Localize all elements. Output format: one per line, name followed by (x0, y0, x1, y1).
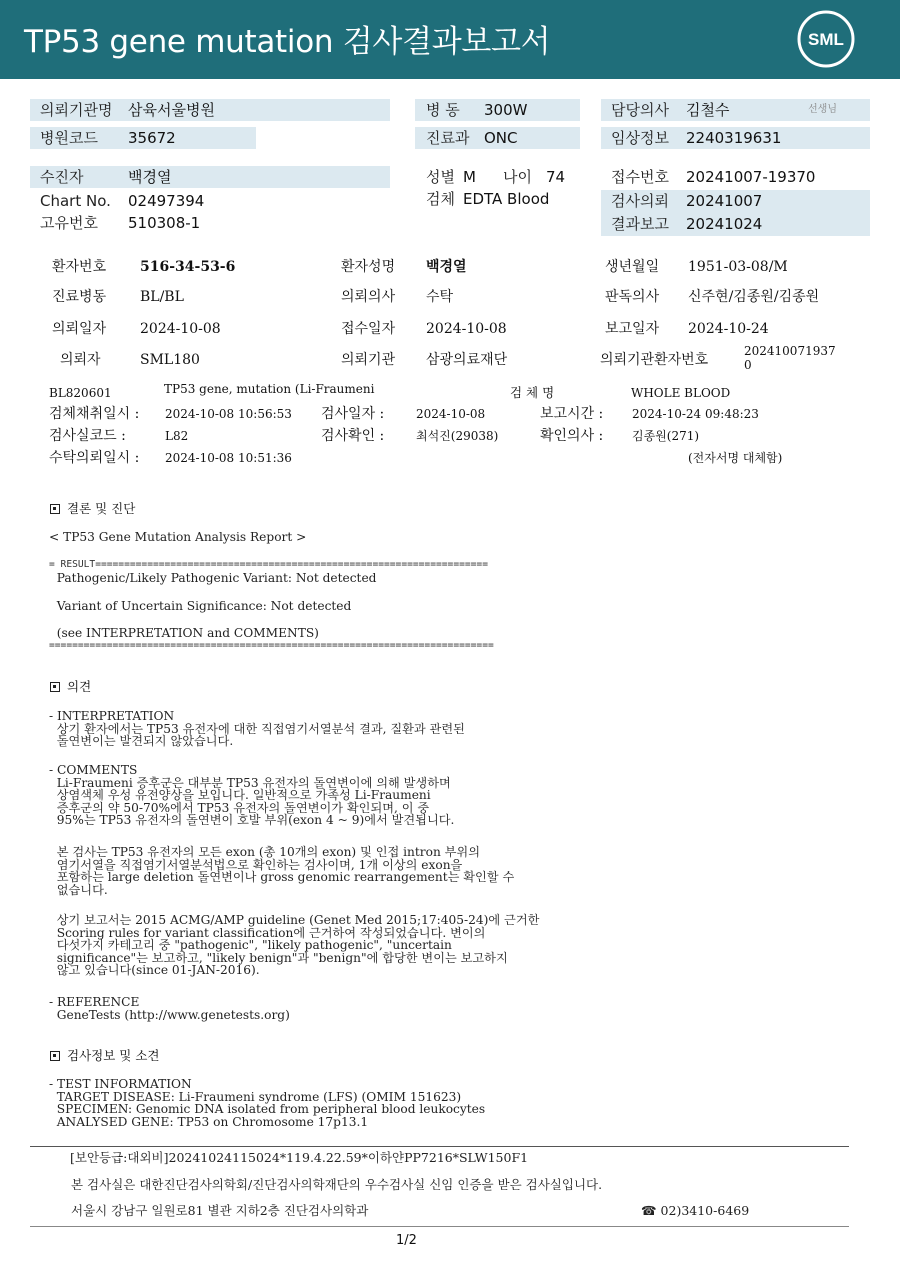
patient-box (30, 166, 390, 188)
report-header (0, 0, 900, 79)
collect-value: 2024-10-08 10:56:53 (165, 407, 292, 421)
comments-paragraph-2: 본 검사는 TP53 유전자의 모든 exon (총 10개의 exon) 및 인접 intron 부위의 염기서열을 직접염기서열분석법으로 확인하는 검사이며, 1개 이상의 exon을 포함하는 large deletion 돌연변이나 gross genomic rearrangement는 확인할 수 없습니다. (56, 845, 515, 897)
testinfo-heading (50, 1048, 159, 1064)
request-value: 20241007 (686, 192, 763, 210)
opinion-heading (50, 679, 91, 695)
dob-value: 1951-03-08/M (688, 259, 788, 275)
test-name: TP53 gene, mutation (Li-Fraumeni (164, 382, 375, 396)
clinical-label: 임상정보 (611, 129, 669, 147)
report-date-value: 20241024 (686, 215, 763, 233)
instpid-label: 의뢰기관환자번호 (600, 352, 709, 368)
age-value: 74 (546, 168, 566, 186)
reference-text: - REFERENCE GeneTests (http://www.genetests.org) (49, 995, 290, 1022)
collect-label: 검체채취일시 : (49, 406, 140, 422)
report-date-label: 결과보고 (611, 215, 669, 233)
repdate-value: 2024-10-24 (688, 321, 769, 337)
receipt-value: 20241007-19370 (686, 168, 816, 186)
pward-value: BL/BL (140, 289, 184, 305)
request-label: 검사의뢰 (611, 192, 669, 210)
doctor-value: 김철수 (686, 101, 730, 119)
patient-value: 백경열 (128, 168, 172, 186)
report-title: TP53 gene mutation 검사결과보고서 (24, 24, 551, 60)
uid-value: 510308-1 (128, 214, 201, 232)
security-line: [보안등급:대외비]20241024115024*119.4.22.59*이하얀PP7216*SLW150F1 (70, 1150, 529, 1165)
institution-value: 삼육서울병원 (128, 101, 215, 119)
pid-label: 환자번호 (52, 259, 107, 275)
reqdate-value: 2024-10-08 (140, 321, 221, 337)
refinst-label: 의뢰기관 (341, 352, 396, 368)
repdate-label: 보고일자 (605, 321, 660, 337)
footer-divider-top (30, 1146, 849, 1147)
clinical-value: 2240319631 (686, 129, 782, 147)
patient-label: 수진자 (40, 168, 84, 186)
trust-value: 2024-10-08 10:51:36 (165, 451, 292, 465)
confirm-value: 최석진(29038) (416, 429, 499, 443)
hospital-code-label: 병원코드 (40, 129, 98, 147)
svg-text:SML: SML (808, 30, 844, 49)
section-bullet-icon (50, 682, 60, 692)
phone-number: ☎ 02)3410-6469 (641, 1203, 750, 1218)
sex-value: M (463, 168, 476, 186)
chart-value: 02497394 (128, 192, 205, 210)
certification-text: 본 검사실은 대한진단검사의학회/진단검사의학재단의 우수검사실 신임 인증을 받은 검사실입니다. (71, 1177, 603, 1192)
labcode-label: 검사실코드 : (49, 428, 126, 444)
reqdate-label: 의뢰일자 (52, 321, 107, 337)
reptime-value: 2024-10-24 09:48:23 (632, 407, 759, 421)
sex-label: 성별 (426, 168, 455, 186)
conclusion-heading-text: 결론 및 진단 (67, 501, 136, 516)
page-number: 1/2 (396, 1233, 417, 1248)
dept-label: 진료과 (426, 129, 470, 147)
confirm-label: 검사확인 : (321, 428, 385, 444)
opinion-heading-text: 의견 (67, 679, 92, 694)
specimen-label: 검체 (426, 190, 455, 208)
receipt-label: 접수번호 (611, 168, 669, 186)
comments-paragraph-1: - COMMENTS Li-Fraumeni 증후군은 대부분 TP53 유전자의 돌연변이에 의해 발생하며 상염색체 우성 유전양상을 보입니다. 일반적으로 가족성 Li-Fraumeni 증후군의 약 50-70%에서 TP53 유전자의 돌연변이가 확인되며, 이 중 95%는 TP53 유전자의 돌연변이 호발 부위(exon 4 ~ 9)에서 발견됩니다. (49, 763, 455, 827)
institution-label: 의뢰기관명 (40, 101, 113, 119)
test-specimen-value: WHOLE BLOOD (631, 386, 731, 400)
address-text: 서울시 강남구 일원로81 별관 지하2층 진단검사의학과 (71, 1203, 369, 1218)
test-code: BL820601 (49, 386, 112, 400)
refdoc-label: 의뢰의사 (341, 289, 396, 305)
sml-logo (797, 10, 855, 68)
specimen-value: EDTA Blood (463, 190, 550, 208)
instpid-value-2: 0 (744, 358, 752, 372)
doctor-suffix: 선생님 (808, 104, 837, 115)
ward-value: 300W (484, 101, 528, 119)
trust-label: 수탁의뢰일시 : (49, 450, 140, 466)
test-information-text: - TEST INFORMATION TARGET DISEASE: Li-Fraumeni syndrome (LFS) (OMIM 151623) SPECIMEN: Genomic DNA isolated from peripheral blood leukocytes ANALYSED GENE: TP53 on Chromosome 17p13.1 (49, 1077, 486, 1129)
esign-note: (전자서명 대체함) (688, 451, 783, 465)
pid-value: 516-34-53-6 (140, 259, 236, 275)
test-specimen-label: 검 체 명 (510, 385, 555, 400)
rcvdate-value: 2024-10-08 (426, 321, 507, 337)
confirmdoc-value: 김종원(271) (632, 429, 700, 443)
reptime-label: 보고시간 : (540, 406, 604, 422)
section-bullet-icon (50, 504, 60, 514)
report-subtitle: < TP53 Gene Mutation Analysis Report > (49, 530, 307, 544)
labcode-value: L82 (165, 429, 189, 443)
testdate-label: 검사일자 : (321, 406, 385, 422)
chart-label: Chart No. (40, 192, 111, 210)
age-label: 나이 (503, 168, 532, 186)
pward-label: 진료병동 (52, 289, 107, 305)
confirmdoc-label: 확인의사 : (540, 428, 604, 444)
result-footer-line: ============================================================================= (49, 641, 494, 651)
instpid-value-1: 202410071937 (744, 344, 836, 358)
result-header-line: = RESULT==================================================================== (49, 560, 488, 570)
rcvdate-label: 접수일자 (341, 321, 396, 337)
interpretation-text: - INTERPRETATION 상기 환자에서는 TP53 유전자에 대한 직접염기서열분석 결과, 질환과 관련된 돌연변이는 발견되지 않았습니다. (49, 709, 465, 748)
hospital-code-value: 35672 (128, 129, 176, 147)
dept-value: ONC (484, 129, 518, 147)
comments-paragraph-3: 상기 보고서는 2015 ACMG/AMP guideline (Genet Med 2015;17:405-24)에 근거한 Scoring rules for variant classification에 근거하여 작성되었습니다. 변이의 다섯가지 카테고리 중 "pathogenic", "likely pathogenic", "uncertain significance"는 보고하고, "likely benign"과 "benign"에 합당한 변이는 보고하지 않고 있습니다(since 01-JAN-2016). (56, 913, 540, 977)
result-vus: Variant of Uncertain Significance: Not detected (49, 599, 352, 613)
result-pathogenic: Pathogenic/Likely Pathogenic Variant: Not detected (49, 571, 377, 585)
requester-value: SML180 (140, 352, 200, 368)
pname-label: 환자성명 (341, 259, 396, 275)
reader-value: 신주현/김종원/김종원 (688, 289, 820, 305)
conclusion-heading (50, 501, 135, 517)
uid-label: 고유번호 (40, 214, 98, 232)
doctor-label: 담당의사 (611, 101, 669, 119)
pname-value: 백경열 (426, 259, 467, 275)
refdoc-value: 수탁 (426, 289, 454, 305)
requester-label: 의뢰자 (60, 352, 101, 368)
reader-label: 판독의사 (605, 289, 660, 305)
refinst-value: 삼광의료재단 (426, 352, 508, 368)
testinfo-heading-text: 검사정보 및 소견 (67, 1048, 160, 1063)
ward-label: 병 동 (426, 101, 460, 119)
footer-divider-bottom (30, 1226, 849, 1227)
dob-label: 생년월일 (605, 259, 660, 275)
testdate-value: 2024-10-08 (416, 407, 486, 421)
result-see-note: (see INTERPRETATION and COMMENTS) (49, 626, 319, 640)
section-bullet-icon (50, 1051, 60, 1061)
